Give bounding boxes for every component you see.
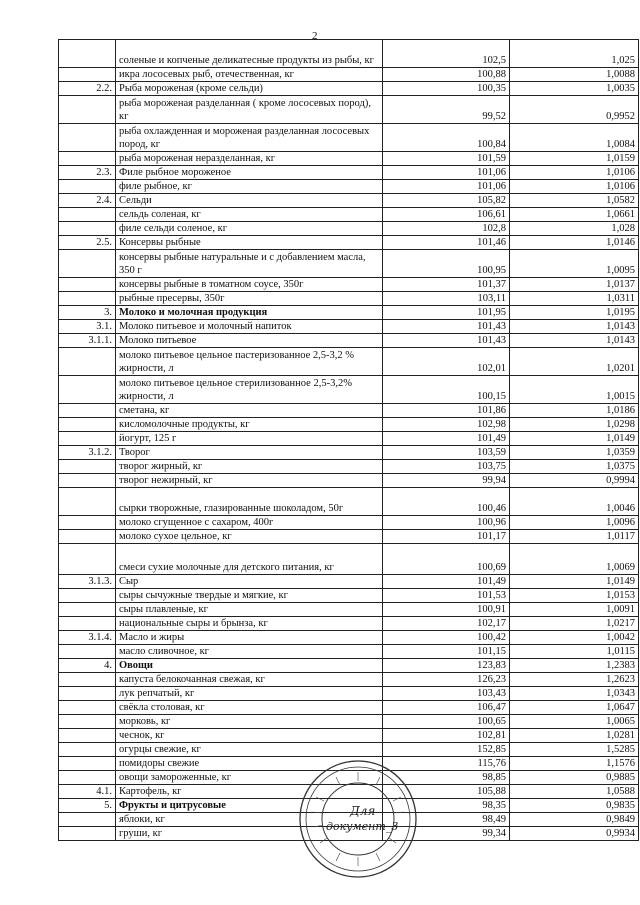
index-percent: 99,52 (383, 96, 510, 124)
row-number (59, 152, 116, 166)
index-percent: 115,76 (383, 757, 510, 771)
index-percent: 106,61 (383, 208, 510, 222)
row-number (59, 771, 116, 785)
index-percent: 101,95 (383, 306, 510, 320)
table-row (59, 701, 639, 715)
index-coefficient: 1,0042 (510, 631, 639, 645)
index-coefficient: 1,0311 (510, 292, 639, 306)
table-row (59, 715, 639, 729)
index-coefficient: 0,9934 (510, 827, 639, 841)
row-number (59, 813, 116, 827)
row-number (59, 827, 116, 841)
table-row (59, 278, 639, 292)
item-name: сметана, кг (116, 404, 383, 418)
item-name: груши, кг (116, 827, 383, 841)
index-coefficient: 1,0588 (510, 785, 639, 799)
row-number (59, 432, 116, 446)
index-percent: 98,49 (383, 813, 510, 827)
table-row (59, 488, 639, 516)
item-name: творог нежирный, кг (116, 474, 383, 488)
index-coefficient: 1,2623 (510, 673, 639, 687)
item-name: Молоко питьевое и молочный напиток (116, 320, 383, 334)
index-coefficient: 1,0095 (510, 250, 639, 278)
index-coefficient: 1,0582 (510, 194, 639, 208)
item-name: капуста белокочанная свежая, кг (116, 673, 383, 687)
item-name: соленые и копченые деликатесные продукты из рыбы, кг (116, 40, 383, 68)
item-name: кисломолочные продукты, кг (116, 418, 383, 432)
item-name: филе сельди соленое, кг (116, 222, 383, 236)
index-percent: 103,75 (383, 460, 510, 474)
row-number (59, 460, 116, 474)
index-percent: 101,15 (383, 645, 510, 659)
stamp-text-line1: Для (350, 804, 376, 818)
index-coefficient: 1,0096 (510, 516, 639, 530)
index-coefficient: 1,5285 (510, 743, 639, 757)
index-coefficient: 1,0149 (510, 575, 639, 589)
index-percent: 100,35 (383, 82, 510, 96)
index-coefficient: 0,9849 (510, 813, 639, 827)
item-name: национальные сыры и брынза, кг (116, 617, 383, 631)
index-coefficient: 1,0217 (510, 617, 639, 631)
item-name: чеснок, кг (116, 729, 383, 743)
table-row (59, 292, 639, 306)
index-percent: 101,17 (383, 530, 510, 544)
table-row (59, 645, 639, 659)
table-row (59, 180, 639, 194)
item-name: огурцы свежие, кг (116, 743, 383, 757)
index-percent: 100,91 (383, 603, 510, 617)
row-number (59, 68, 116, 82)
index-coefficient: 1,0359 (510, 446, 639, 460)
row-number (59, 743, 116, 757)
index-coefficient: 1,028 (510, 222, 639, 236)
index-percent: 100,95 (383, 250, 510, 278)
table-row (59, 124, 639, 152)
index-percent: 98,85 (383, 771, 510, 785)
index-coefficient: 1,0281 (510, 729, 639, 743)
page-number: 2 (312, 30, 318, 42)
row-number (59, 404, 116, 418)
row-number: 3. (59, 306, 116, 320)
item-name: Фрукты и цитрусовые (116, 799, 383, 813)
table-row (59, 617, 639, 631)
table-row (59, 96, 639, 124)
index-coefficient: 1,0065 (510, 715, 639, 729)
row-number: 5. (59, 799, 116, 813)
item-name: рыба охлажденная и мороженая разделанная лососевых пород, кг (116, 124, 383, 152)
row-number (59, 348, 116, 376)
index-coefficient: 1,0069 (510, 544, 639, 575)
table-row (59, 152, 639, 166)
row-number (59, 715, 116, 729)
row-number: 3.1. (59, 320, 116, 334)
index-percent: 100,65 (383, 715, 510, 729)
index-coefficient: 1,0661 (510, 208, 639, 222)
index-coefficient: 1,0143 (510, 320, 639, 334)
index-coefficient: 0,9885 (510, 771, 639, 785)
index-percent: 100,69 (383, 544, 510, 575)
item-name: сельдь соленая, кг (116, 208, 383, 222)
table-row (59, 68, 639, 82)
row-number (59, 376, 116, 404)
row-number: 3.1.1. (59, 334, 116, 348)
index-coefficient: 1,0106 (510, 180, 639, 194)
index-coefficient: 1,0117 (510, 530, 639, 544)
item-name: рыбные пресервы, 350г (116, 292, 383, 306)
item-name: Творог (116, 446, 383, 460)
row-number (59, 603, 116, 617)
row-number (59, 474, 116, 488)
item-name: свёкла столовая, кг (116, 701, 383, 715)
row-number (59, 96, 116, 124)
index-percent: 105,88 (383, 785, 510, 799)
index-coefficient: 1,0159 (510, 152, 639, 166)
item-name: рыба мороженая неразделанная, кг (116, 152, 383, 166)
table-row (59, 250, 639, 278)
index-percent: 103,59 (383, 446, 510, 460)
row-number (59, 701, 116, 715)
row-number (59, 673, 116, 687)
table-row (59, 659, 639, 673)
item-name: Сельди (116, 194, 383, 208)
index-coefficient: 1,0343 (510, 687, 639, 701)
index-percent: 101,49 (383, 575, 510, 589)
item-name: йогурт, 125 г (116, 432, 383, 446)
index-coefficient: 0,9835 (510, 799, 639, 813)
table-row (59, 687, 639, 701)
index-percent: 98,35 (383, 799, 510, 813)
row-number: 4. (59, 659, 116, 673)
table-row (59, 306, 639, 320)
table-row (59, 166, 639, 180)
stamp-text-line2: документ_3 (326, 820, 399, 833)
row-number (59, 729, 116, 743)
index-coefficient: 1,0015 (510, 376, 639, 404)
index-percent: 103,11 (383, 292, 510, 306)
index-coefficient: 1,0091 (510, 603, 639, 617)
index-coefficient: 1,0149 (510, 432, 639, 446)
table-row (59, 432, 639, 446)
item-name: овощи замороженные, кг (116, 771, 383, 785)
index-percent: 100,96 (383, 516, 510, 530)
index-coefficient: 1,0647 (510, 701, 639, 715)
table-row (59, 460, 639, 474)
item-name: молоко сухое цельное, кг (116, 530, 383, 544)
row-number (59, 589, 116, 603)
item-name: молоко сгущенное с сахаром, 400г (116, 516, 383, 530)
index-percent: 105,82 (383, 194, 510, 208)
table-row (59, 516, 639, 530)
index-coefficient: 1,0106 (510, 166, 639, 180)
table-row (59, 446, 639, 460)
table-row (59, 348, 639, 376)
table-row (59, 236, 639, 250)
table-row (59, 530, 639, 544)
table-row (59, 404, 639, 418)
index-percent: 102,17 (383, 617, 510, 631)
row-number (59, 208, 116, 222)
item-name: сыры сычужные твердые и мягкие, кг (116, 589, 383, 603)
index-coefficient: 1,2383 (510, 659, 639, 673)
index-percent: 101,43 (383, 334, 510, 348)
row-number (59, 418, 116, 432)
row-number: 2.2. (59, 82, 116, 96)
index-percent: 103,43 (383, 687, 510, 701)
index-coefficient: 1,0146 (510, 236, 639, 250)
index-coefficient: 1,0046 (510, 488, 639, 516)
row-number (59, 250, 116, 278)
table-row (59, 208, 639, 222)
row-number (59, 530, 116, 544)
row-number: 2.3. (59, 166, 116, 180)
index-coefficient: 1,0201 (510, 348, 639, 376)
item-name: молоко питьевое цельное пастеризованное 2,5-3,2 % жирности, л (116, 348, 383, 376)
row-number (59, 757, 116, 771)
index-percent: 101,59 (383, 152, 510, 166)
item-name: Картофель, кг (116, 785, 383, 799)
item-name: рыба мороженая разделанная ( кроме лососевых пород), кг (116, 96, 383, 124)
index-coefficient: 1,0035 (510, 82, 639, 96)
row-number: 4.1. (59, 785, 116, 799)
item-name: масло сливочное, кг (116, 645, 383, 659)
item-name: Молоко питьевое (116, 334, 383, 348)
item-name: Молоко и молочная продукция (116, 306, 383, 320)
index-percent: 99,34 (383, 827, 510, 841)
table-row (59, 418, 639, 432)
row-number: 3.1.3. (59, 575, 116, 589)
row-number: 2.5. (59, 236, 116, 250)
index-percent: 102,01 (383, 348, 510, 376)
table-row (59, 40, 639, 68)
table-row (59, 82, 639, 96)
item-name: молоко питьевое цельное стерилизованное 2,5-3,2% жирности, л (116, 376, 383, 404)
table-row (59, 603, 639, 617)
table-row (59, 194, 639, 208)
index-percent: 152,85 (383, 743, 510, 757)
row-number (59, 645, 116, 659)
index-percent: 102,81 (383, 729, 510, 743)
index-percent: 101,49 (383, 432, 510, 446)
index-coefficient: 0,9952 (510, 96, 639, 124)
table-row (59, 222, 639, 236)
row-number (59, 278, 116, 292)
item-name: Сыр (116, 575, 383, 589)
item-name: яблоки, кг (116, 813, 383, 827)
table-row (59, 589, 639, 603)
table-row (59, 575, 639, 589)
table-row (59, 743, 639, 757)
item-name: лук репчатый, кг (116, 687, 383, 701)
index-percent: 100,88 (383, 68, 510, 82)
item-name: помидоры свежие (116, 757, 383, 771)
index-coefficient: 1,0195 (510, 306, 639, 320)
item-name: морковь, кг (116, 715, 383, 729)
row-number (59, 40, 116, 68)
row-number (59, 292, 116, 306)
row-number (59, 488, 116, 516)
index-percent: 123,83 (383, 659, 510, 673)
index-percent: 101,37 (383, 278, 510, 292)
index-percent: 99,94 (383, 474, 510, 488)
item-name: консервы рыбные натуральные и с добавлением масла, 350 г (116, 250, 383, 278)
index-coefficient: 0,9994 (510, 474, 639, 488)
item-name: консервы рыбные в томатном соусе, 350г (116, 278, 383, 292)
item-name: сырки творожные, глазированные шоколадом, 50г (116, 488, 383, 516)
index-coefficient: 1,0153 (510, 589, 639, 603)
row-number (59, 687, 116, 701)
row-number: 3.1.4. (59, 631, 116, 645)
row-number (59, 124, 116, 152)
index-coefficient: 1,0084 (510, 124, 639, 152)
index-percent: 100,15 (383, 376, 510, 404)
row-number: 2.4. (59, 194, 116, 208)
index-percent: 102,5 (383, 40, 510, 68)
table-row (59, 544, 639, 575)
item-name: Овощи (116, 659, 383, 673)
item-name: филе рыбное, кг (116, 180, 383, 194)
index-percent: 101,53 (383, 589, 510, 603)
index-coefficient: 1,1576 (510, 757, 639, 771)
index-percent: 106,47 (383, 701, 510, 715)
index-coefficient: 1,0137 (510, 278, 639, 292)
item-name: Филе рыбное мороженое (116, 166, 383, 180)
item-name: икра лососевых рыб, отечественная, кг (116, 68, 383, 82)
item-name: Масло и жиры (116, 631, 383, 645)
table-row (59, 474, 639, 488)
item-name: сыры плавленые, кг (116, 603, 383, 617)
index-percent: 100,42 (383, 631, 510, 645)
index-percent: 126,23 (383, 673, 510, 687)
item-name: Рыба мороженая (кроме сельди) (116, 82, 383, 96)
item-name: творог жирный, кг (116, 460, 383, 474)
table-row (59, 631, 639, 645)
index-percent: 102,98 (383, 418, 510, 432)
index-coefficient: 1,0115 (510, 645, 639, 659)
index-coefficient: 1,025 (510, 40, 639, 68)
table-row (59, 673, 639, 687)
index-percent: 101,86 (383, 404, 510, 418)
row-number: 3.1.2. (59, 446, 116, 460)
item-name: Консервы рыбные (116, 236, 383, 250)
index-percent: 101,06 (383, 180, 510, 194)
row-number (59, 180, 116, 194)
row-number (59, 222, 116, 236)
table-row (59, 376, 639, 404)
index-coefficient: 1,0088 (510, 68, 639, 82)
index-percent: 102,8 (383, 222, 510, 236)
table-row (59, 729, 639, 743)
index-percent: 101,46 (383, 236, 510, 250)
index-coefficient: 1,0186 (510, 404, 639, 418)
row-number (59, 544, 116, 575)
table-row (59, 334, 639, 348)
index-percent: 101,43 (383, 320, 510, 334)
index-coefficient: 1,0298 (510, 418, 639, 432)
stamp-seal-icon (296, 757, 420, 881)
price-index-table (58, 39, 639, 841)
index-coefficient: 1,0375 (510, 460, 639, 474)
index-percent: 100,84 (383, 124, 510, 152)
item-name: смеси сухие молочные для детского питания, кг (116, 544, 383, 575)
table-row (59, 320, 639, 334)
index-percent: 101,06 (383, 166, 510, 180)
index-coefficient: 1,0143 (510, 334, 639, 348)
row-number (59, 617, 116, 631)
index-percent: 100,46 (383, 488, 510, 516)
row-number (59, 516, 116, 530)
